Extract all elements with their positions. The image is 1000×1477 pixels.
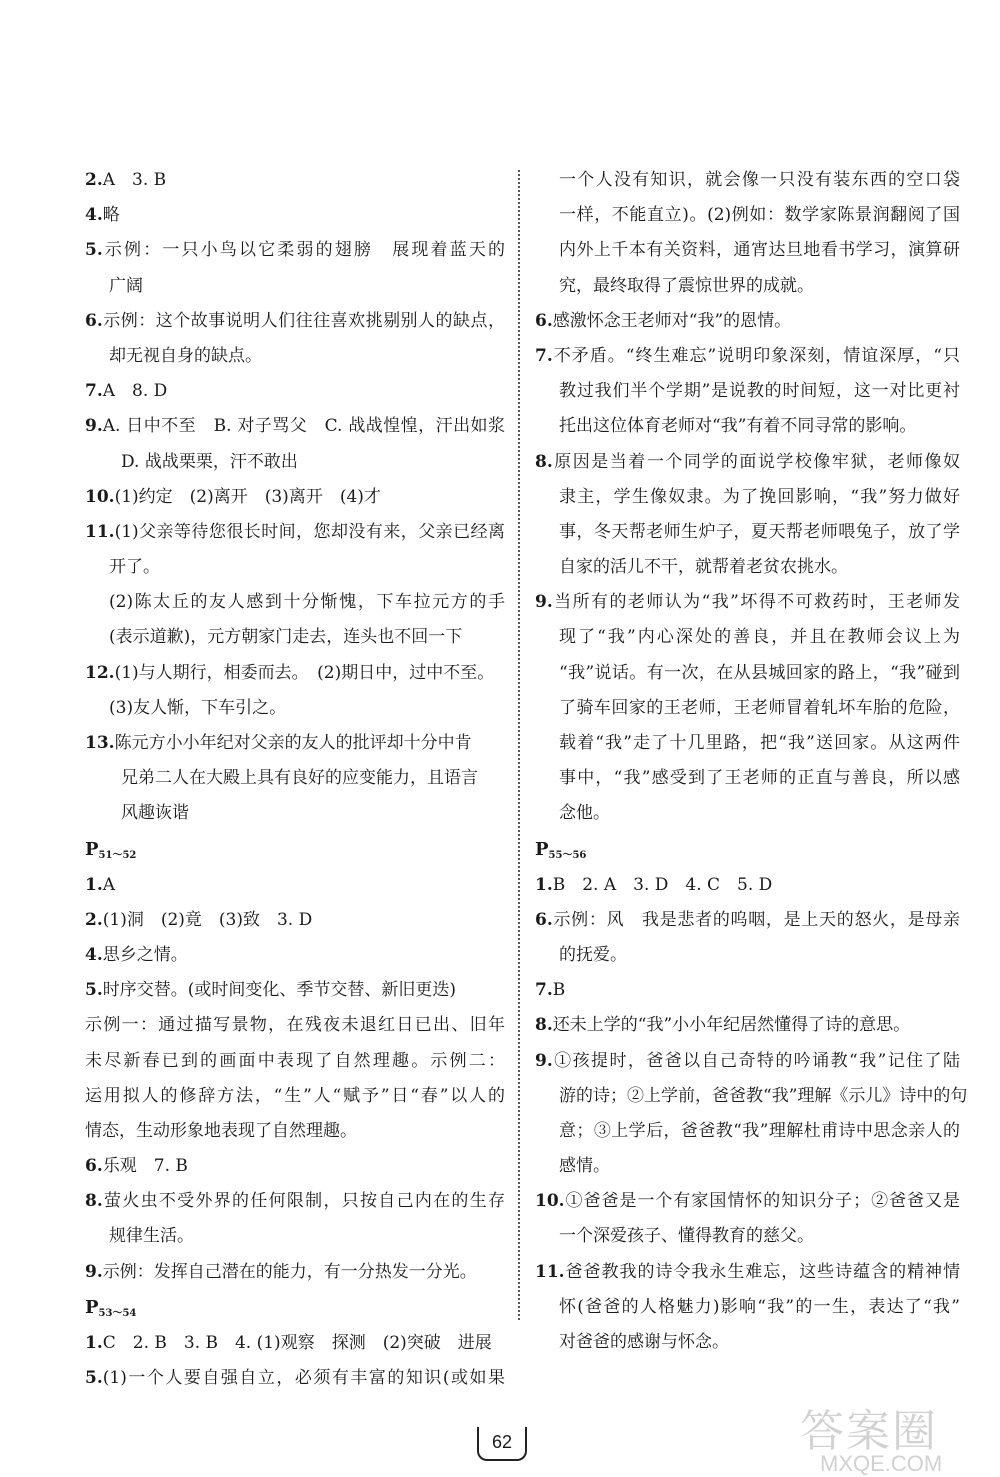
- answer-continuation-line: [85, 691, 505, 726]
- answer-text: 广阔: [109, 275, 143, 296]
- answer-text: 示例：风 我是悲者的呜咽，是上天的怒火，是母亲: [552, 909, 960, 930]
- answer-continuation-line: [535, 374, 960, 409]
- question-number: 11.: [85, 521, 115, 542]
- answer-continuation-line: [535, 198, 960, 233]
- section-page-label: P: [85, 1296, 99, 1318]
- question-number: 11.: [535, 1261, 565, 1282]
- answer-text: 示例：发挥自己潜在的能力，有一分热发一分光。: [102, 1261, 477, 1282]
- answer-text: 不矛盾。“终生难忘”说明印象深刻，情谊深厚，“只: [552, 345, 960, 366]
- answer-text: B: [552, 980, 566, 1001]
- answer-continuation-line: [535, 1079, 968, 1114]
- answer-continuation-line: [535, 233, 960, 268]
- answer-text: 现了“我”内心深处的善良，并且在教师会议上为: [559, 627, 960, 648]
- answer-continuation-line: [85, 796, 505, 831]
- answer-text: 了骑车回家的王老师，王老师冒着轧坏车胎的危险，: [559, 697, 960, 718]
- answer-item: [85, 163, 505, 198]
- answer-continuation-line: [535, 163, 960, 198]
- answer-item: [85, 938, 505, 973]
- answer-item: [85, 903, 505, 938]
- answer-text: 陈元方小小年纪对父亲的友人的批评却十分中肯: [114, 733, 472, 753]
- answer-text: 开了。: [109, 557, 160, 578]
- answer-text: 情态，生动形象地表现了自然理趣。: [85, 1120, 357, 1141]
- answer-text: (1)洞 (2)竟 (3)致 3. D: [102, 909, 313, 930]
- right-answer-column: [535, 163, 968, 1360]
- answer-item: [535, 304, 960, 339]
- answer-text: 自家的活儿不干，就帮着老贫农挑水。: [559, 557, 848, 578]
- answer-continuation-line: [85, 1008, 505, 1043]
- answer-text: 示例：一只小鸟以它柔弱的翅膀 展现着蓝天的: [102, 240, 505, 261]
- answer-continuation-line: [535, 726, 960, 761]
- answer-text: 对爸爸的感谢与怀念。: [559, 1332, 729, 1352]
- watermark-text: 答案圈: [800, 1406, 938, 1457]
- answer-text: 爸爸教我的诗令我永生难忘，这些诗蕴含的精神情: [564, 1261, 960, 1282]
- question-number: 5.: [85, 1368, 103, 1388]
- answer-continuation-line: [535, 656, 960, 691]
- answer-text: 兄弟二人在大殿上具有良好的应变能力，且语言: [121, 768, 478, 789]
- answer-item: [85, 656, 505, 691]
- answer-continuation-line: [535, 691, 960, 726]
- answer-text: (1)与人期行，相委而去。 (2)期日中，过中不至。: [114, 662, 495, 683]
- question-number: 10.: [535, 1191, 565, 1212]
- question-number: 1.: [535, 874, 553, 895]
- question-number: 1.: [85, 874, 103, 895]
- question-number: 8.: [85, 1191, 103, 1212]
- question-number: 5.: [85, 240, 103, 261]
- answer-text: D. 战战栗栗，汗不敢出: [121, 451, 298, 472]
- watermark-url: MXQE.COM: [820, 1451, 943, 1476]
- answer-text: 当所有的老师认为“我”坏得不可救药时，王老师发: [552, 592, 960, 613]
- question-number: 8.: [535, 451, 553, 472]
- answer-continuation-line: [535, 761, 960, 796]
- answer-continuation-line: [535, 1114, 960, 1149]
- answer-continuation-line: [85, 1079, 505, 1114]
- answer-text: 一样，不能直立)。(2)例如：数学家陈景润翻阅了国: [559, 205, 960, 226]
- answer-continuation-line: [535, 1325, 960, 1360]
- answer-text: 教过我们半个学期”是说教的时间短，这一对比更衬: [559, 381, 960, 402]
- answer-text: (1)一个人要自强自立，必须有丰富的知识(或如果: [102, 1368, 505, 1388]
- answer-text: (1)父亲等待您很长时间，您却没有来，父亲已经离: [114, 521, 505, 542]
- answer-text: 萤火虫不受外界的任何限制，只按自己内在的生存: [102, 1191, 505, 1212]
- answer-text: 风趣诙谐: [121, 803, 189, 824]
- answer-continuation-line: [535, 1219, 960, 1254]
- answer-continuation-line: [535, 1149, 960, 1184]
- question-number: 4.: [85, 205, 103, 226]
- answer-item: [535, 1255, 960, 1290]
- answer-continuation-line: [535, 938, 960, 973]
- answer-text: 乐观 7. B: [102, 1156, 188, 1177]
- answer-text: 规律生活。: [109, 1226, 194, 1247]
- answer-item: [85, 1326, 505, 1361]
- section-page-range: 53～54: [98, 1307, 137, 1319]
- answer-continuation-line: [535, 480, 960, 515]
- answer-text: 示例一：通过描写景物，在残夜未退红日已出、旧年: [85, 1015, 505, 1036]
- answer-text: (2)陈太丘的友人感到十分惭愧，下车拉元方的手: [109, 592, 505, 613]
- answer-item: [85, 409, 505, 444]
- answer-item: [535, 868, 960, 903]
- question-number: 9.: [535, 592, 553, 613]
- question-number: 6.: [535, 310, 553, 331]
- answer-text: 的抚爱。: [559, 944, 627, 965]
- answer-continuation-line: [535, 796, 960, 831]
- answer-continuation-line: [85, 1114, 505, 1149]
- answer-item: [85, 1149, 505, 1184]
- answer-text: A: [102, 874, 116, 895]
- answer-text: A 8. D: [102, 381, 168, 402]
- question-number: 6.: [535, 909, 553, 930]
- answer-item: [535, 903, 960, 938]
- question-number: 6.: [85, 1156, 103, 1177]
- left-answer-column: [85, 163, 505, 1396]
- answer-text: (3)友人惭，下车引之。: [109, 697, 287, 718]
- answer-continuation-line: [85, 269, 505, 304]
- answer-continuation-line: [535, 409, 960, 444]
- question-number: 13.: [85, 733, 115, 753]
- answer-item: [535, 973, 960, 1008]
- answer-item: [85, 374, 505, 409]
- answer-text: 略: [102, 205, 120, 226]
- answer-text: 游的诗；②上学前，爸爸教“我”理解《示儿》诗中的句: [559, 1085, 968, 1106]
- question-number: 9.: [535, 1050, 553, 1071]
- answer-text: 究，最终取得了震惊世界的成就。: [559, 275, 814, 296]
- answer-text: ①孩提时，爸爸以自己奇特的吟诵教“我”记住了陆: [552, 1050, 960, 1071]
- question-number: 12.: [85, 662, 115, 683]
- answer-item: [85, 480, 505, 515]
- answer-item: [85, 304, 505, 339]
- answer-text: 还未上学的“我”小小年纪居然懂得了诗的意思。: [552, 1015, 911, 1036]
- answer-item: [85, 515, 505, 550]
- answer-item: [85, 1184, 505, 1219]
- answer-continuation-line: [85, 445, 505, 480]
- answer-text: (1)约定 (2)离开 (3)离开 (4)才: [114, 486, 381, 507]
- question-number: 7.: [85, 381, 103, 402]
- column-divider: [518, 170, 520, 1320]
- answer-continuation-line: [535, 550, 960, 585]
- answer-text: 一个人没有知识，就会像一只没有装东西的空口袋: [559, 170, 960, 190]
- section-heading: [535, 832, 960, 868]
- question-number: 7.: [535, 980, 553, 1001]
- answer-item: [535, 445, 960, 480]
- question-number: 9.: [85, 1261, 103, 1282]
- answer-text: 思乡之情。: [102, 944, 188, 965]
- answer-item: [85, 1255, 505, 1290]
- question-number: 9.: [85, 416, 103, 437]
- question-number: 4.: [85, 944, 103, 965]
- question-number: 10.: [85, 486, 115, 507]
- question-number: 2.: [85, 170, 103, 190]
- answer-item: [535, 1008, 960, 1043]
- answer-text: C 2. B 3. B 4. (1)观察 探测 (2)突破 进展: [102, 1332, 492, 1353]
- answer-text: 示例：这个故事说明人们往往喜欢挑剔别人的缺点，: [102, 310, 505, 331]
- question-number: 6.: [85, 310, 103, 331]
- answer-item: [535, 585, 960, 620]
- answer-text: (表示道歉)，元方朝家门走去，连头也不回一下: [109, 627, 463, 648]
- answer-item: [85, 1361, 505, 1396]
- answer-item: [535, 339, 960, 374]
- section-heading: [85, 1290, 505, 1326]
- answer-continuation-line: [85, 1044, 505, 1079]
- answer-continuation-line: [535, 515, 960, 550]
- answer-text: ①爸爸是一个有家国情怀的知识分子；②爸爸又是: [564, 1191, 960, 1212]
- answer-text: B 2. A 3. D 4. C 5. D: [552, 874, 773, 895]
- answer-text: 托出这位体育老师对“我”有着不同寻常的影响。: [559, 416, 917, 437]
- answer-text: 时序交替。(或时间变化、季节交替、新旧更迭): [102, 980, 457, 1001]
- answer-text: 运用拟人的修辞方法，“生”人“赋予”日“春”以人的: [85, 1085, 505, 1106]
- question-number: 5.: [85, 980, 103, 1001]
- answer-continuation-line: [85, 1219, 505, 1254]
- answer-text: 原因是当着一个同学的面说学校像牢狱，老师像奴: [552, 451, 960, 472]
- answer-text: 感情。: [559, 1156, 610, 1177]
- answer-text: 感激怀念王老师对“我”的恩情。: [552, 310, 792, 331]
- section-page-label: P: [85, 838, 99, 860]
- answer-continuation-line: [535, 620, 960, 655]
- answer-text: 事，冬天帮老师生炉子，夏天帮老师喂兔子，放了学: [559, 521, 960, 542]
- answer-text: 隶主，学生像奴隶。为了挽回影响，“我”努力做好: [559, 486, 960, 507]
- answer-continuation-line: [85, 620, 505, 655]
- answer-text: 内外上千本有关资料，通宵达旦地看书学习，演算研: [559, 240, 960, 261]
- answer-continuation-line: [85, 339, 505, 374]
- answer-text: 载着“我”走了十几里路，把“我”送回家。从这两件: [559, 733, 960, 753]
- watermark-logo: [800, 1395, 990, 1476]
- answer-item: [535, 1044, 960, 1079]
- answer-text: A. 日中不至 B. 对子骂父 C. 战战惶惶，汗出如浆: [102, 416, 505, 437]
- answer-text: 意；③上学后，爸爸教“我”理解杜甫诗中思念亲人的: [559, 1120, 960, 1141]
- answer-text: “我”说话。有一次，在从县城回家的路上，“我”碰到: [559, 662, 960, 683]
- section-heading: [85, 832, 505, 868]
- answer-text: 事中，“我”感受到了王老师的正直与善良，所以感: [559, 768, 960, 789]
- answer-continuation-line: [85, 550, 505, 585]
- answer-item: [535, 1184, 960, 1219]
- question-number: 8.: [535, 1015, 553, 1036]
- section-page-label: P: [535, 838, 549, 860]
- answer-continuation-line: [85, 761, 505, 796]
- answer-text: 却无视自身的缺点。: [109, 345, 262, 366]
- answer-item: [85, 198, 505, 233]
- answer-continuation-line: [535, 269, 960, 304]
- answer-text: A 3. B: [102, 170, 167, 190]
- question-number: 1.: [85, 1332, 103, 1353]
- page-number: 62: [477, 1427, 527, 1461]
- answer-continuation-line: [535, 1290, 960, 1325]
- question-number: 2.: [85, 909, 103, 930]
- answer-item: [85, 233, 505, 268]
- section-page-range: 51～52: [98, 849, 137, 861]
- answer-continuation-line: [85, 585, 505, 620]
- answer-text: 未尽新春已到的画面中表现了自然理趣。示例二：: [85, 1050, 505, 1071]
- answer-item: [85, 868, 505, 903]
- answer-text: 念他。: [559, 803, 610, 824]
- question-number: 7.: [535, 345, 553, 366]
- answer-item: [85, 973, 505, 1008]
- section-page-range: 55～56: [548, 849, 587, 861]
- answer-text: 一个深爱孩子、懂得教育的慈父。: [559, 1226, 814, 1247]
- answer-item: [85, 726, 505, 761]
- answer-text: 怀(爸爸的人格魅力)影响“我”的一生，表达了“我”: [559, 1296, 960, 1317]
